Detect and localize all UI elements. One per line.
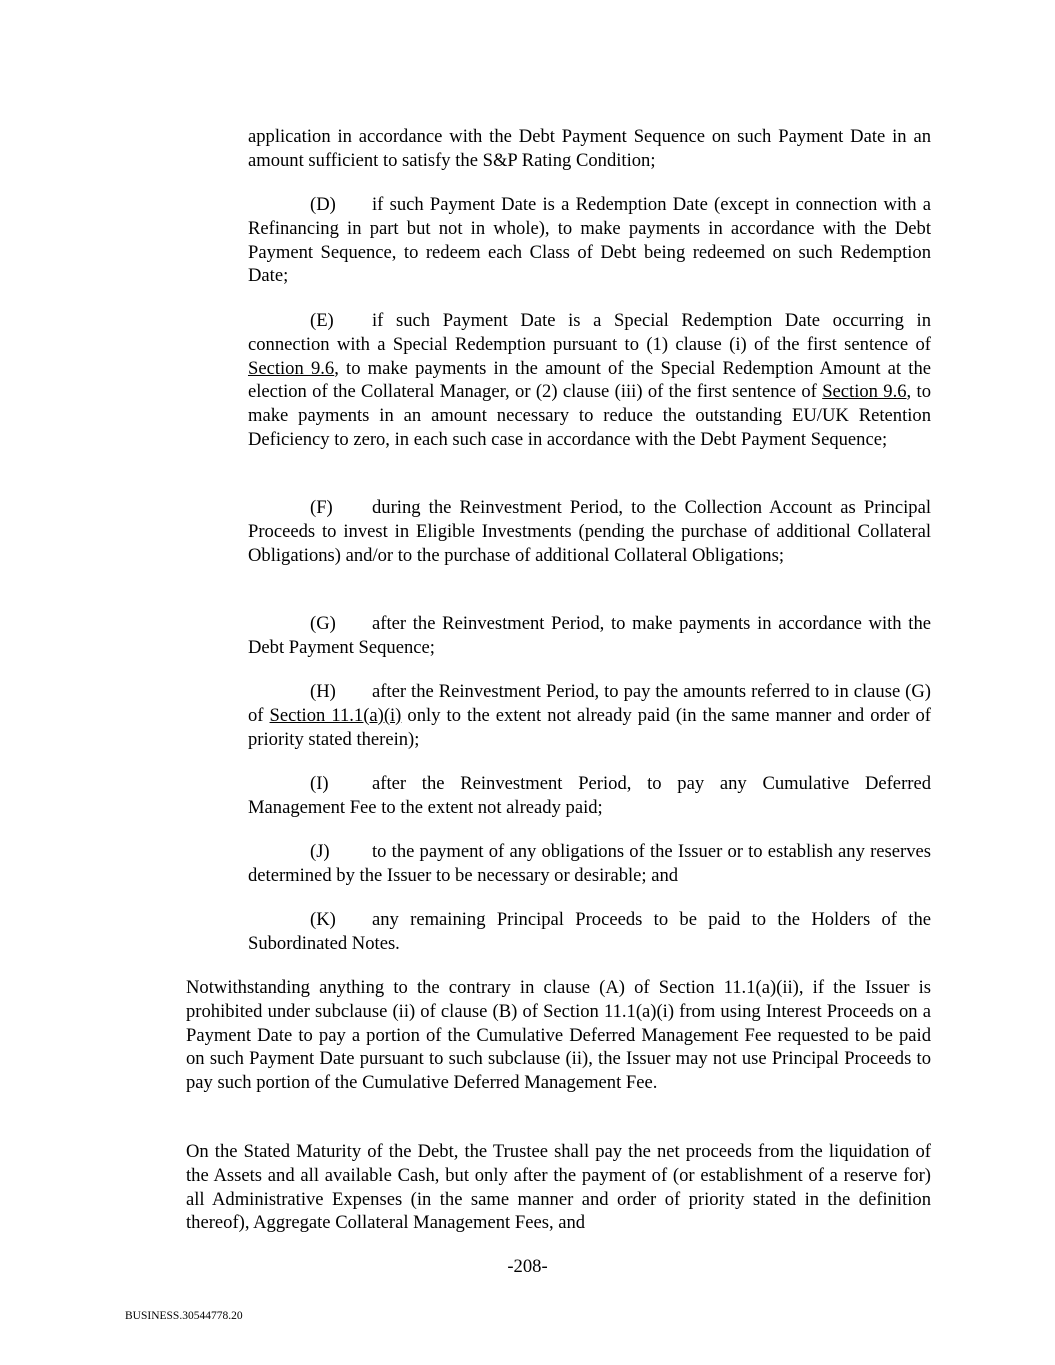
clause-k-text: any remaining Principal Proceeds to be paid to the Holders of the Subordinated Notes. — [248, 909, 931, 954]
clause-h-text-2: only to the extent not already paid (in the same manner and order of priority stated therein); — [248, 704, 931, 750]
clause-g — [248, 612, 931, 660]
clause-g-text: after the Reinvestment Period, to make payments in accordance with the Debt Payment Sequence; — [248, 613, 931, 658]
clause-f-text: during the Reinvestment Period, to the Collection Account as Principal Proceeds to invest in Eligible Investments (pending the purchase of additional Collateral Obligations) and/or to the purchase of additional Collateral Obligations; — [248, 497, 931, 566]
clause-j — [248, 840, 931, 888]
clause-e-label: (E) — [310, 310, 334, 331]
clause-h-text-1: after the Reinvestment Period, to pay the amounts referred to in clause (G) of — [248, 681, 931, 726]
clause-f — [248, 496, 931, 567]
clause-i-text: after the Reinvestment Period, to pay any Cumulative Deferred Management Fee to the extent not already paid; — [248, 773, 931, 818]
clause-k-label: (K) — [310, 909, 336, 930]
clause-k — [248, 908, 931, 956]
clause-d — [248, 193, 931, 288]
page-number: -208- — [507, 1256, 548, 1277]
clause-d-label: (D) — [310, 194, 336, 215]
clause-e-text-3: , to make payments in an amount necessary to reduce the outstanding EU/UK Retention Deficiency to zero, in each such case in accordance with the Debt Payment Sequence; — [248, 381, 931, 450]
stated-maturity-paragraph: On the Stated Maturity of the Debt, the Trustee shall pay the net proceeds from the liquidation of the Assets and all available Cash, but only after the payment of (or establishment of a reserve for) all Administrative Expenses (in the same manner and order of priority stated in the definition thereof), Aggregate Collateral Management Fees, and — [186, 1141, 931, 1234]
clause-d-text: if such Payment Date is a Redemption Date (except in connection with a Refinancing in part but not in whole), to make payments in accordance with the Debt Payment Sequence, to redeem each Class of Debt being redeemed on such Redemption Date; — [248, 194, 931, 287]
section-9-6-reference-2: Section 9.6 — [822, 381, 907, 403]
clause-j-text: to the payment of any obligations of the Issuer or to establish any reserves determined by the Issuer to be necessary or desirable; and — [248, 841, 931, 886]
document-id: BUSINESS.30544778.20 — [125, 1310, 243, 1322]
clause-e — [248, 309, 931, 452]
clause-e-text-2: , to make payments in the amount of the Special Redemption Amount at the election of the Collateral Manager, or (2) clause (iii) of the first sentence of — [248, 357, 931, 403]
clause-e-text-1: if such Payment Date is a Special Redemption Date occurring in connection with a Special Redemption pursuant to (1) clause (i) of the first sentence of — [248, 310, 931, 355]
notwithstanding-paragraph: Notwithstanding anything to the contrary in clause (A) of Section 11.1(a)(ii), if the Issuer is prohibited under subclause (ii) of clause (B) of Section 11.1(a)(i) from using Interest Proceeds on a Payment Date to pay a portion of the Cumulative Deferred Management Fee requested to be paid on such Payment Date pursuant to such subclause (ii), the Issuer may not use Principal Proceeds to pay such portion of the Cumulative Deferred Management Fee. — [186, 977, 931, 1094]
clause-j-label: (J) — [310, 841, 330, 862]
clause-f-label: (F) — [310, 497, 333, 518]
continuation-text: application in accordance with the Debt Payment Sequence on such Payment Date in an amount sufficient to satisfy the S&P Rating Condition; — [248, 126, 931, 171]
section-11-1-a-i-reference: Section 11.1(a)(i) — [269, 704, 402, 726]
clause-i — [248, 772, 931, 820]
clause-h-label: (H) — [310, 681, 336, 702]
section-9-6-reference: Section 9.6 — [248, 357, 335, 379]
clause-i-label: (I) — [310, 773, 329, 794]
clause-g-label: (G) — [310, 613, 336, 634]
clause-h — [248, 680, 931, 751]
